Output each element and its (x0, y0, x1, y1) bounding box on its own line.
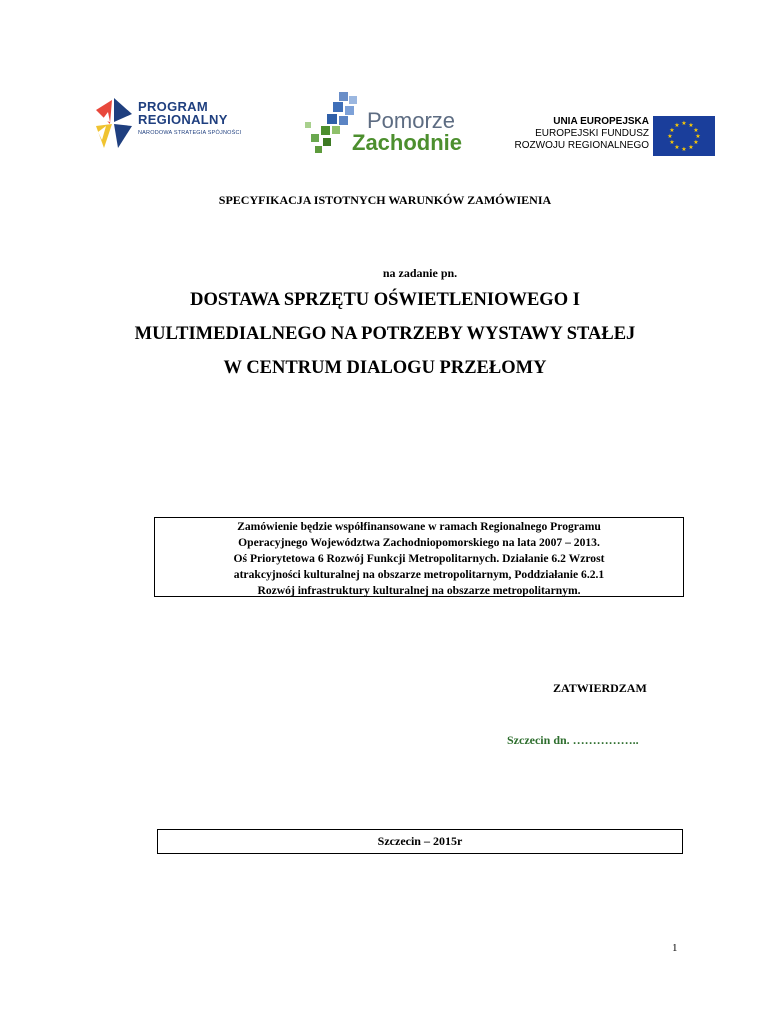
svg-text:★: ★ (667, 133, 673, 140)
unia-europejska-line1: UNIA EUROPEJSKA (553, 116, 649, 127)
funding-line: Rozwój infrastruktury kulturalnej na obszarze metropolitarnym. (257, 584, 581, 597)
unia-europejska-line2: EUROPEJSKI FUNDUSZ (535, 128, 649, 139)
unia-europejska-logo (510, 116, 715, 156)
task-intro: na zadanie pn. (382, 266, 458, 280)
svg-text:★: ★ (693, 127, 699, 134)
pomorze-zachodnie-logo (299, 88, 479, 160)
program-regionalny-logo (92, 96, 262, 154)
svg-text:★: ★ (695, 133, 701, 140)
specification-title: SPECYFIKACJA ISTOTNYCH WARUNKÓW ZAMÓWIENIA (218, 193, 552, 207)
page-number: 1 (672, 942, 678, 954)
svg-text:★: ★ (669, 139, 675, 146)
svg-text:★: ★ (674, 122, 680, 129)
logo-banner (92, 88, 717, 162)
pomorze-zachodnie-line2: Zachodnie (352, 130, 463, 155)
place-date-field: Szczecin dn. …………….. (507, 733, 639, 747)
svg-text:★: ★ (681, 120, 687, 127)
main-title-line: MULTIMEDIALNEGO NA POTRZEBY WYSTAWY STAŁEJ (134, 324, 636, 344)
funding-line: atrakcyjności kulturalnej na obszarze metropolitarnym, Poddziałanie 6.2.1 (233, 568, 605, 581)
program-regionalny-line1: PROGRAM (138, 99, 208, 114)
funding-line: Oś Priorytetowa 6 Rozwój Funkcji Metropolitarnych. Działanie 6.2 Wzrost (233, 552, 605, 565)
funding-line: Zamówienie będzie współfinansowane w ramach Regionalnego Programu (237, 520, 601, 533)
program-regionalny-subtitle: NARODOWA STRATEGIA SPÓJNOŚCI (138, 130, 242, 136)
program-regionalny-line2: REGIONALNY (138, 112, 228, 127)
svg-text:★: ★ (681, 146, 687, 153)
main-title-line: W CENTRUM DIALOGU PRZEŁOMY (223, 358, 547, 378)
svg-text:★: ★ (693, 139, 699, 146)
svg-text:★: ★ (688, 122, 694, 129)
svg-text:★: ★ (674, 144, 680, 151)
eu-flag-icon (653, 116, 715, 156)
funding-info-box (154, 517, 684, 597)
footer-place-year-box: Szczecin – 2015r (157, 829, 683, 854)
program-regionalny-emblem-icon (92, 96, 136, 152)
funding-line: Operacyjnego Województwa Zachodniopomorskiego na lata 2007 – 2013. (238, 536, 600, 549)
svg-text:★: ★ (688, 144, 694, 151)
main-title-line: DOSTAWA SPRZĘTU OŚWIETLENIOWEGO I (190, 290, 580, 310)
unia-europejska-line3: ROZWOJU REGIONALNEGO (514, 140, 649, 151)
approval-label: ZATWIERDZAM (553, 681, 647, 695)
pomorze-zachodnie-line1: Pomorze (367, 108, 456, 133)
main-title (0, 283, 770, 385)
svg-text:★: ★ (669, 127, 675, 134)
